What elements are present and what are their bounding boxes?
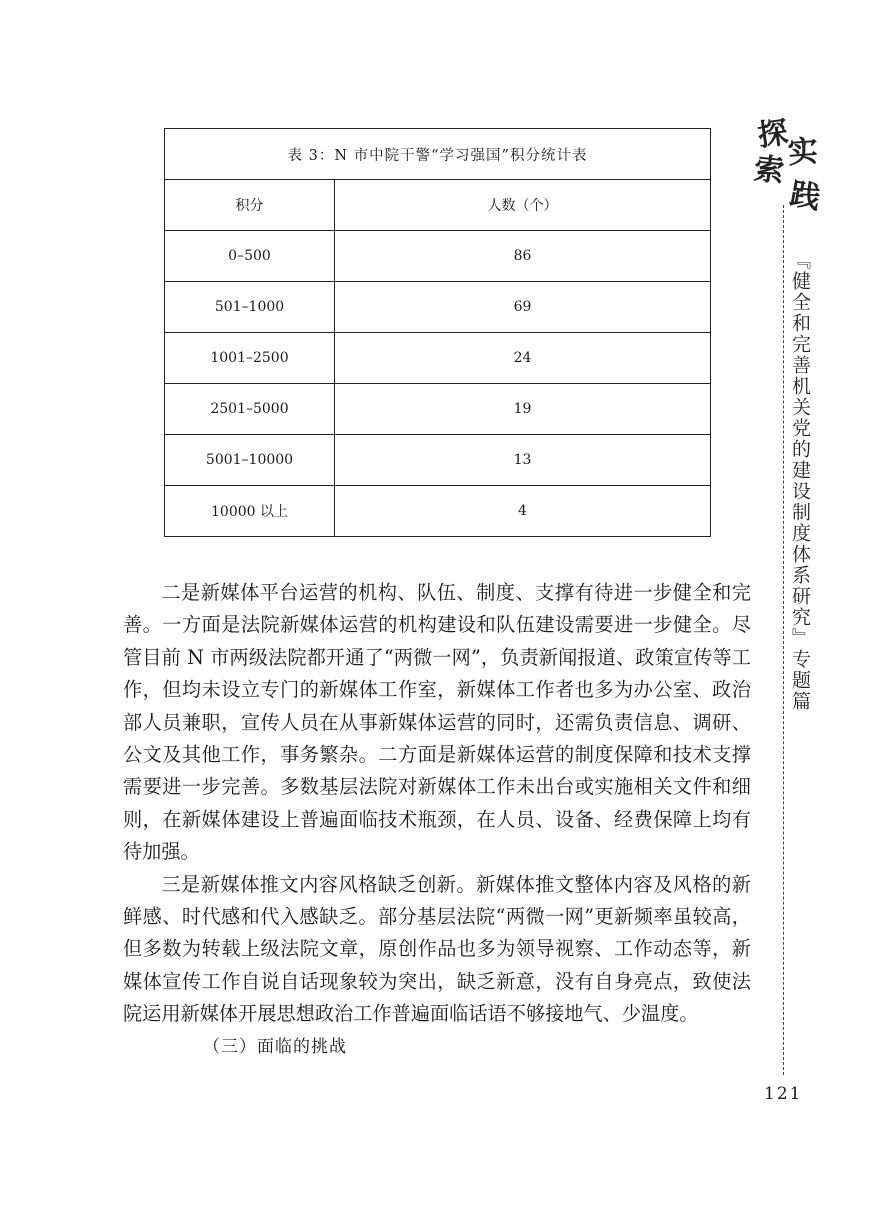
- table-row: [165, 435, 711, 486]
- table-caption: 表 3：N 市中院干警“学习强国”积分统计表: [165, 129, 711, 180]
- table-row: [165, 384, 711, 435]
- logo-char: 探: [755, 115, 791, 154]
- paragraph: 三是新媒体推文内容风格缺乏创新。新媒体推文整体内容及风格的新鲜感、时代感和代入感缺乏。部分基层法院“两微一网”更新频率虽较高，但多数为转载上级法院文章，原创作品也多为领导视察、工作动态等，新媒体宣传工作自说自话现象较为突出，缺乏新意，没有自身亮点，致使法院运用新媒体开展思想政治工作普遍面临话语不够接地气、少温度。: [123, 872, 751, 1026]
- score-range-cell: 5001–10000: [165, 435, 335, 486]
- count-cell: 69: [335, 282, 711, 333]
- count-cell: 19: [335, 384, 711, 435]
- logo-char: 实: [786, 133, 820, 172]
- margin-dashed-line: [783, 205, 784, 1075]
- score-range-cell: 1001–2500: [165, 333, 335, 384]
- table-row: [165, 486, 711, 537]
- count-cell: 24: [335, 333, 711, 384]
- score-range-cell: 0–500: [165, 231, 335, 282]
- score-range-cell: 2501–5000: [165, 384, 335, 435]
- logo-char: 索: [752, 151, 786, 190]
- vertical-running-title: 『健全和完善机关党的建设制度体系研究』专题篇: [789, 250, 811, 712]
- table-header-row: [165, 180, 711, 231]
- count-cell: 86: [335, 231, 711, 282]
- logo-char: 践: [787, 176, 823, 217]
- count-cell: 4: [335, 486, 711, 537]
- table-caption-row: [165, 129, 711, 180]
- score-range-cell: 501–1000: [165, 282, 335, 333]
- body-text: [123, 577, 751, 1063]
- score-stats-table: [164, 128, 711, 537]
- page-number: 121: [764, 1084, 803, 1104]
- table-row: [165, 282, 711, 333]
- table-row: [165, 333, 711, 384]
- count-cell: 13: [335, 435, 711, 486]
- column-header-count: 人数（个）: [335, 180, 711, 231]
- section-logo: [752, 115, 834, 230]
- column-header-score: 积分: [165, 180, 335, 231]
- table-row: [165, 231, 711, 282]
- section-heading: （三）面临的挑战: [203, 1036, 347, 1057]
- score-range-cell: 10000 以上: [165, 486, 335, 537]
- paragraph: 二是新媒体平台运营的机构、队伍、制度、支撑有待进一步健全和完善。一方面是法院新媒体运营的机构建设和队伍建设需要进一步健全。尽管目前 N 市两级法院都开通了“两微一网”，负责新闻报道、政策宣传等工作，但均未设立专门的新媒体工作室，新媒体工作者也多为办公室、政治部人员兼职，宣传人员在从事新媒体运营的同时，还需负责信息、调研、公文及其他工作，事务繁杂。二方面是新媒体运营的制度保障和技术支撑需要进一步完善。多数基层法院对新媒体工作未出台或实施相关文件和细则，在新媒体建设上普遍面临技术瓶颈，在人员、设备、经费保障上均有待加强。: [123, 581, 751, 864]
